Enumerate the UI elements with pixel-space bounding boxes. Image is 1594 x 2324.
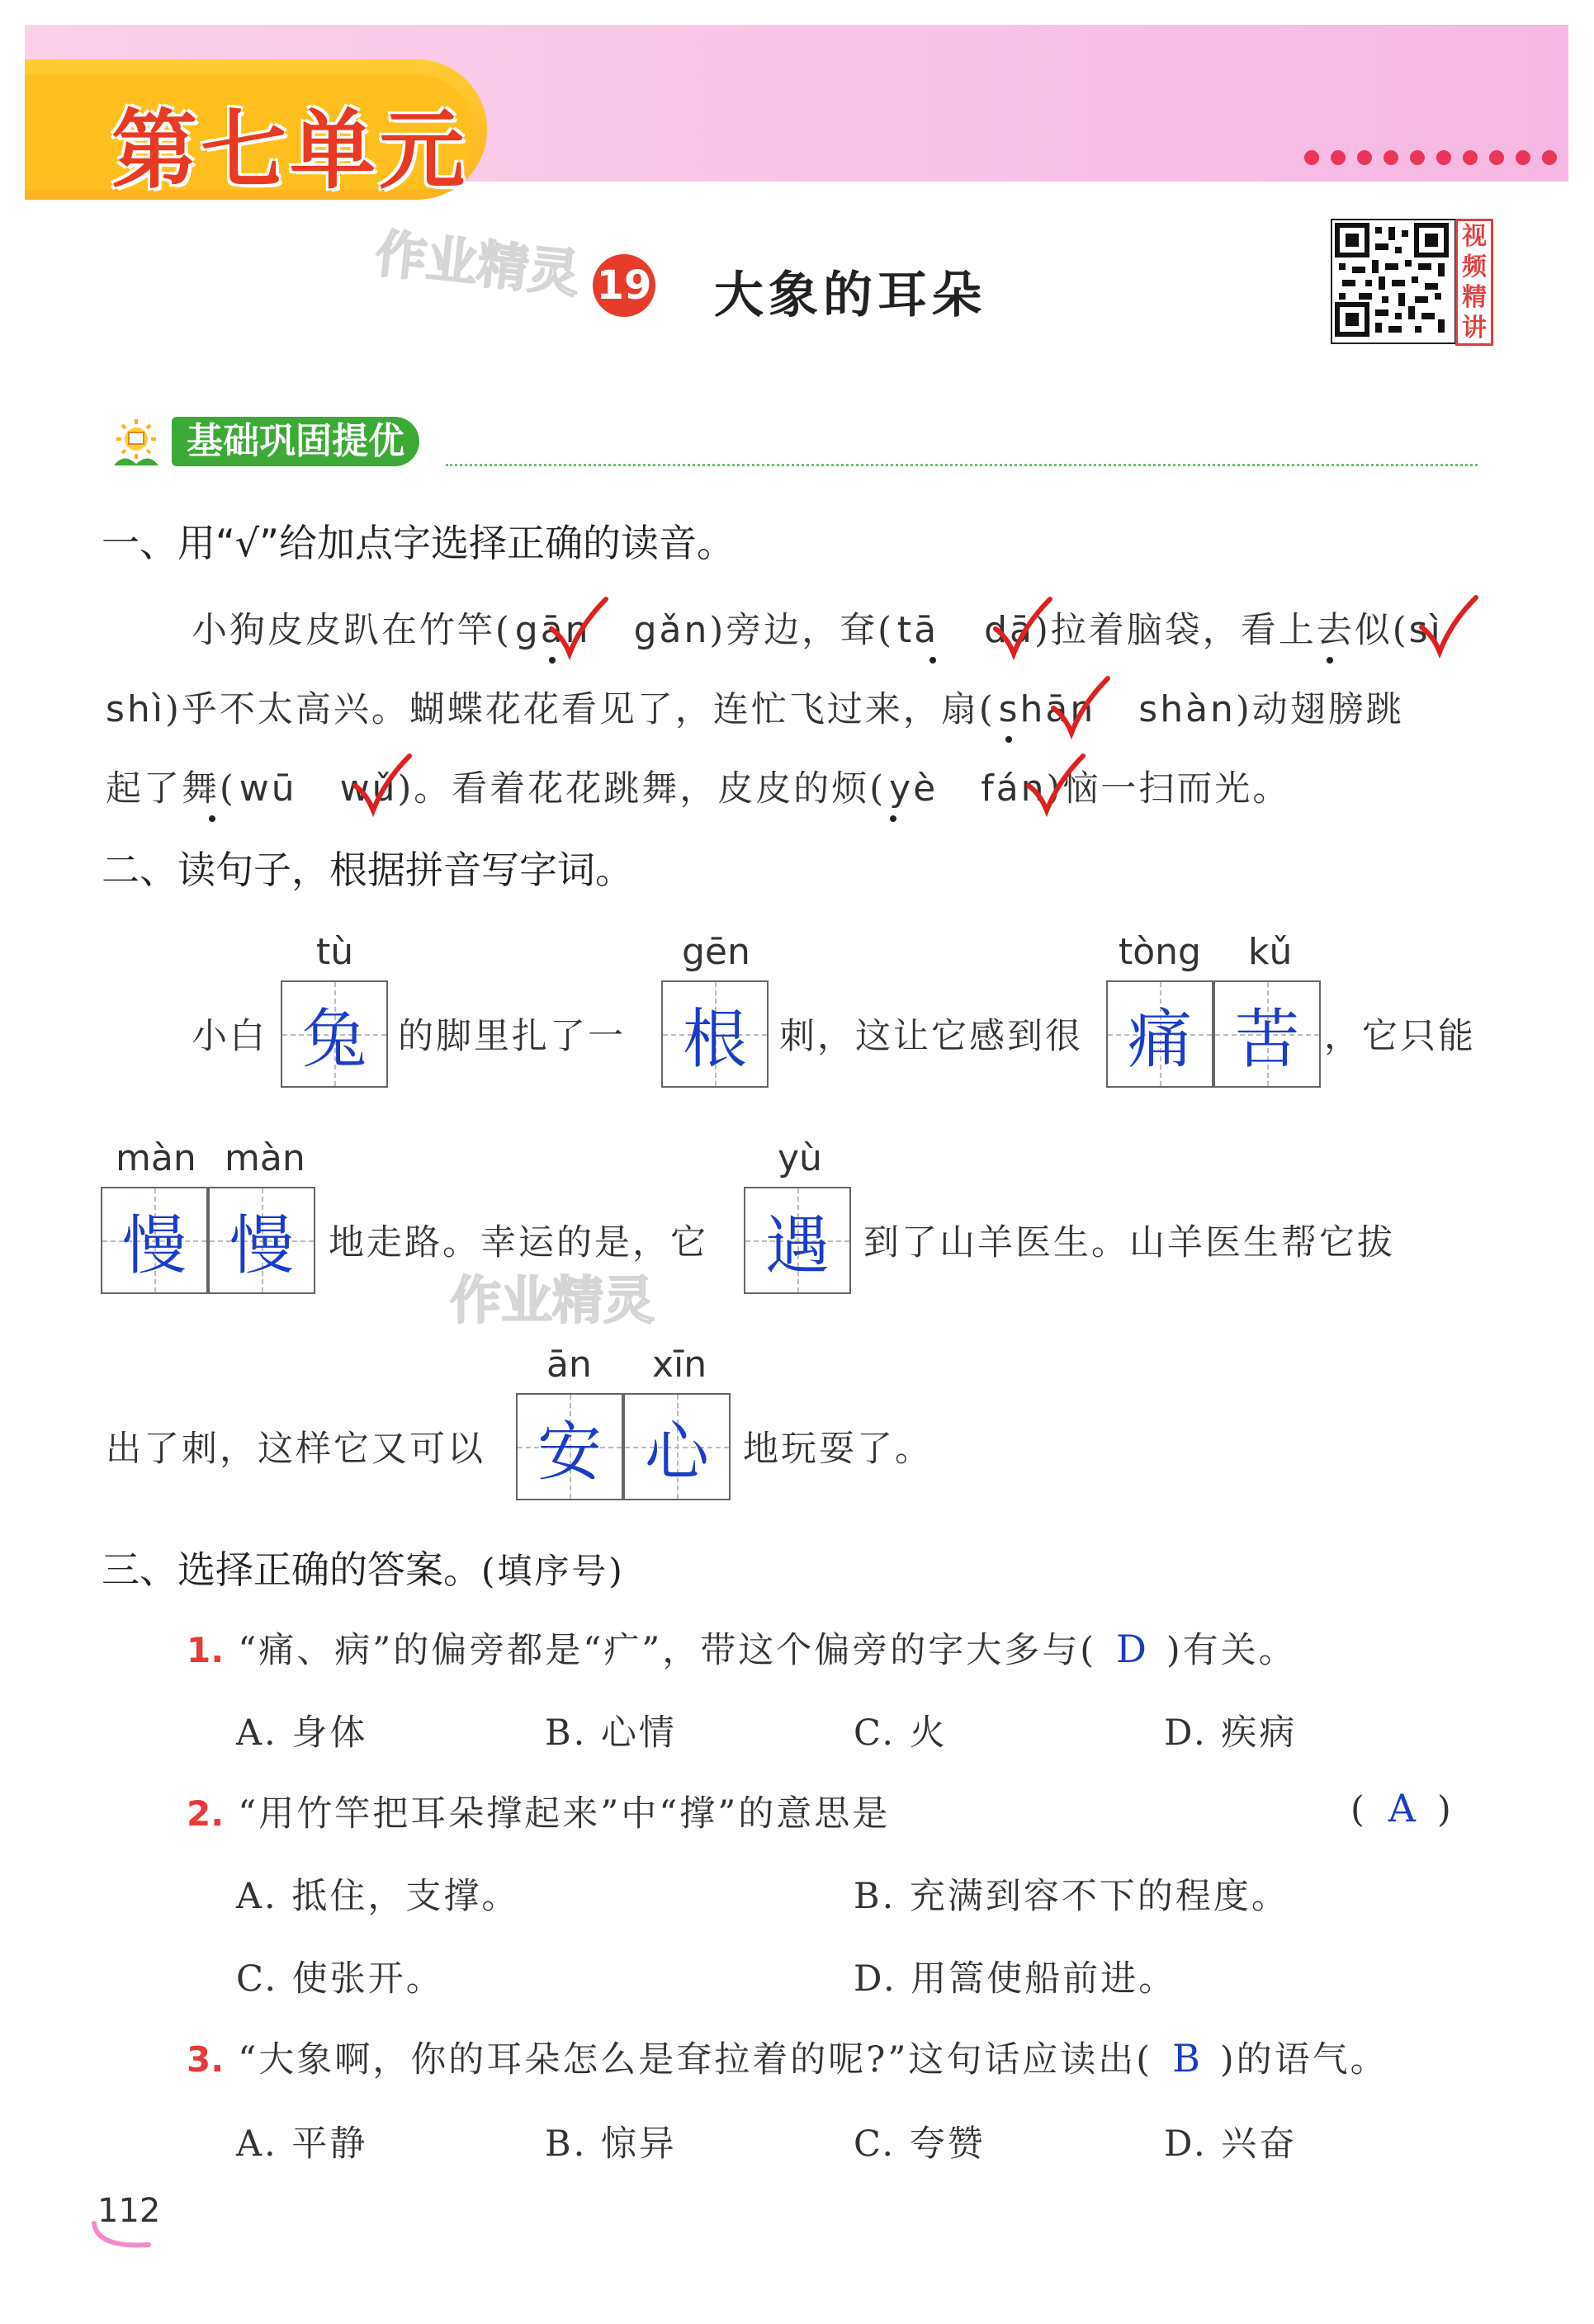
option: B. 充满到容不下的程度。 xyxy=(854,1876,1289,1917)
pinyin-label: màn xyxy=(116,1137,196,1179)
q2-row3-pre: 出了刺，这样它又可以 xyxy=(106,1429,485,1470)
pinyin-label: yù xyxy=(778,1137,822,1179)
q1-heading: 一、用“√”给加点字选择正确的读音。 xyxy=(102,521,735,565)
emphasis-dot xyxy=(1005,736,1012,743)
pinyin-label: gēn xyxy=(682,931,750,973)
qr-code-icon[interactable] xyxy=(1331,219,1456,344)
lesson-title: 大象的耳朵 xyxy=(714,267,986,324)
answer-box: 慢 xyxy=(101,1187,208,1294)
check-mark-icon xyxy=(348,751,414,817)
q2-row1-mid1: 的脚里扎了一 xyxy=(398,1016,626,1057)
q2-row2-post: 到了山羊医生。山羊医生帮它拔 xyxy=(863,1222,1395,1264)
watermark: 作业精灵 xyxy=(450,1270,655,1330)
q3-item3-stem: 3. “大象啊，你的耳朵怎么是耷拉着的呢?”这句话应读出( B )的语气。 xyxy=(187,2036,1388,2081)
option: A. 身体 xyxy=(236,1712,368,1754)
check-mark-icon xyxy=(989,594,1055,660)
emphasis-dot xyxy=(890,815,896,822)
pinyin-label: ān xyxy=(546,1344,592,1386)
q2-row1-post: ，它只能 xyxy=(1324,1016,1476,1057)
section-title: 基础巩固提优 xyxy=(172,417,419,466)
emphasis-dot xyxy=(209,815,215,822)
option: D. 疾病 xyxy=(1164,1712,1298,1754)
option: D. 用篙使船前进。 xyxy=(854,1958,1177,2000)
pinyin-label: kǔ xyxy=(1248,931,1293,973)
pinyin-label: tòng xyxy=(1119,931,1201,973)
check-mark-icon xyxy=(1047,673,1113,739)
page-swoosh-icon xyxy=(91,2220,157,2253)
q2-heading: 二、读句子，根据拼音写字词。 xyxy=(102,848,633,892)
pinyin-label: tù xyxy=(316,931,354,973)
answer-box: 兔 xyxy=(281,980,388,1088)
q2-row3-post: 地玩耍了。 xyxy=(743,1429,933,1470)
q2-row2-mid1: 地走路。幸运的是，它 xyxy=(329,1222,708,1264)
unit-title: 第七单元 xyxy=(111,100,469,201)
option: A. 平静 xyxy=(236,2123,368,2165)
lesson-number: 19 xyxy=(593,254,655,317)
q2-row1-pre: 小白 xyxy=(192,1016,267,1057)
option: C. 火 xyxy=(854,1712,948,1754)
pinyin-label: màn xyxy=(225,1137,305,1179)
answer-box: 遇 xyxy=(744,1187,851,1294)
watermark: 作业精灵 xyxy=(372,223,583,305)
q2-row1-mid2: 刺，这让它感到很 xyxy=(779,1016,1083,1057)
option: B. 心情 xyxy=(545,1712,677,1754)
option: C. 夸赞 xyxy=(854,2123,986,2165)
answer-box: 痛 xyxy=(1106,980,1213,1088)
q1-line2: shì)乎不太高兴。蝴蝶花花看见了，连忙飞过来，扇(shān shàn)动翅膀跳 xyxy=(106,688,1404,730)
header-dots xyxy=(1304,150,1557,165)
option: C. 使张开。 xyxy=(236,1958,444,2000)
answer-box: 根 xyxy=(661,980,769,1088)
answer-box: 慢 xyxy=(208,1187,315,1294)
answer-box: 心 xyxy=(623,1393,731,1500)
q1-line1: 小狗皮皮趴在竹竿(gān gǎn)旁边，耷(tā dā)拉着脑袋，看上去似(sì xyxy=(192,609,1443,651)
option: B. 惊异 xyxy=(545,2123,677,2165)
pinyin-label: xīn xyxy=(652,1344,707,1386)
emphasis-dot xyxy=(929,657,936,664)
emphasis-dot xyxy=(1327,657,1333,664)
section-divider xyxy=(446,464,1478,466)
sun-flower-icon xyxy=(107,414,165,472)
check-mark-icon xyxy=(1022,751,1088,817)
check-mark-icon xyxy=(545,594,611,660)
q3-item1-stem: 1. “痛、病”的偏旁都是“疒”，带这个偏旁的字大多与( D )有关。 xyxy=(187,1627,1297,1671)
option: A. 抵住，支撑。 xyxy=(236,1876,520,1917)
option: D. 兴奋 xyxy=(1164,2123,1298,2165)
check-mark-icon xyxy=(1415,593,1481,659)
q3-item2-stem: 2. “用竹竿把耳朵撑起来”中“撑”的意思是 xyxy=(187,1793,891,1835)
q1-line3: 起了舞(wū wǔ)。看着花花跳舞，皮皮的烦(yè fán)恼一扫而光。 xyxy=(106,768,1291,810)
answer-box: 苦 xyxy=(1213,980,1321,1088)
q3-heading: 三、选择正确的答案。(填序号) xyxy=(102,1547,625,1592)
answer-box: 安 xyxy=(516,1393,623,1500)
video-explanation-label[interactable]: 视 频 精 讲 xyxy=(1455,219,1493,346)
q3-item2-answer: ( A ) xyxy=(1350,1786,1454,1830)
page-number: 112 xyxy=(97,2192,161,2230)
